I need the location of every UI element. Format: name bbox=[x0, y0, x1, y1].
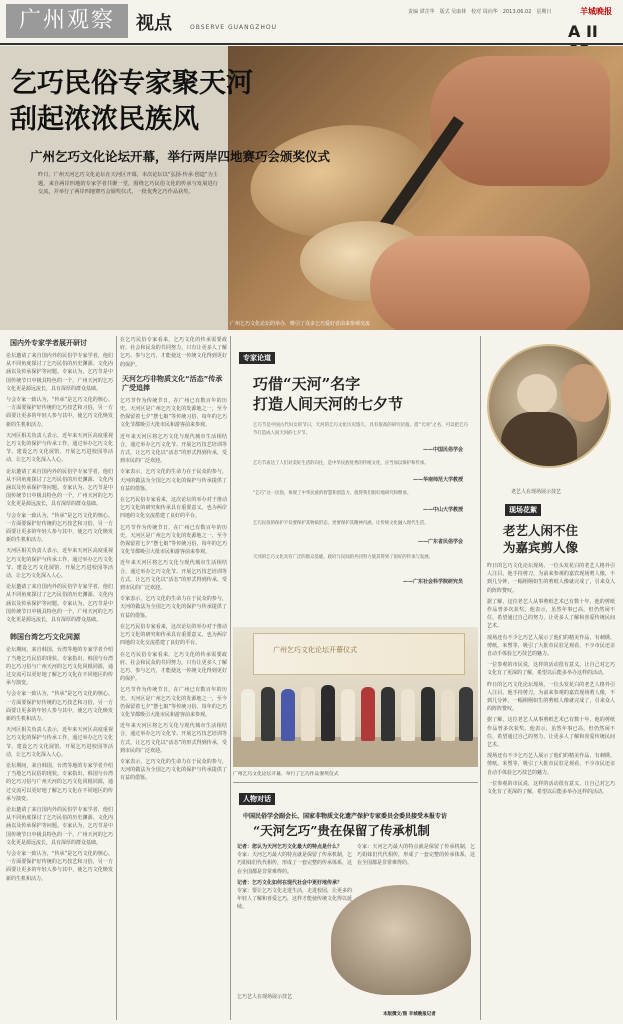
scene-tag: 现场花絮 bbox=[505, 504, 541, 516]
paper-logo: 羊城晚报 bbox=[580, 6, 612, 16]
interview-tag: 人物对话 bbox=[239, 793, 275, 805]
paragraph: 论坛邀请了来自国内外的民俗学专家学者，他们从不同角度探讨了乞巧民俗的历史渊源、文化内涵以及传承保护等问题。专家认为，乞巧节是中国传统节日中极具特色的一个，广州天河的乞巧文化更是源远流长，具有深厚的群众基础。 bbox=[6, 353, 113, 392]
expert-tag: 专家论道 bbox=[239, 352, 275, 364]
ceremony-photo bbox=[233, 627, 478, 767]
column-heading: 韩国台湾乞巧文化同源 bbox=[10, 633, 80, 642]
photo-hand-2 bbox=[370, 236, 590, 330]
paragraph: 近年来天河区将乞巧文化与现代城市生活相结合，通过举办乞巧文化节、开展乞巧技艺培训等方式，让乞巧文化以“活态”的形式得到传承，受到市民的广泛欢迎。 bbox=[120, 723, 227, 754]
header-rule bbox=[0, 43, 623, 45]
paragraph: 论坛期间，来自韩国、台湾等地的专家学者介绍了当地乞巧民俗的现状。专家指出，韩国与台湾的乞巧习俗与广州天河的乞巧文化同根同源，通过交流可以更好地了解乞巧文化在不同地区的传承与演变。 bbox=[6, 762, 113, 802]
expert-headline bbox=[253, 374, 403, 414]
paragraph: 昨日的乞巧文化论坛现场，一位头发花白的老艺人格外引人注目。他手持剪刀，为前来参观的嘉宾现场剪人像，不到几分钟，一幅栩栩如生的剪纸人像就完成了，引来众人的阵阵赞叹。 bbox=[487, 563, 615, 594]
scene-headline bbox=[503, 522, 619, 556]
paragraph: 论坛邀请了来自国内外的民俗学专家学者，他们从不同角度探讨了乞巧民俗的历史渊源、文化内涵以及传承保护等问题。专家认为，乞巧节是中国传统节日中极具特色的一个，广州天河的乞巧文化更是源远流长，具有深厚的群众基础。 bbox=[6, 806, 113, 846]
paragraph: 论坛邀请了来自国内外的民俗学专家学者，他们从不同角度探讨了乞巧民俗的历史渊源、文化内涵以及传承保护等问题。专家认为，乞巧节是中国传统节日中极具特色的一个，广州天河的乞巧文化更是源远流长，具有深厚的群众基础。 bbox=[6, 468, 113, 508]
editor-meta: 责编 谭芷华 版式 吴康林 校对 周向华 2013.06.02 星期日 bbox=[408, 9, 552, 15]
photo-body bbox=[501, 412, 577, 468]
person-figure bbox=[381, 687, 395, 741]
interview-photo-caption: 乞巧艺人在现场展示技艺 bbox=[237, 994, 293, 1000]
expert-quote: “乞巧”这一民俗，体现了中华民族的智慧和创造力，值得我们很好地研究和继承。 bbox=[253, 491, 412, 496]
headline bbox=[10, 66, 390, 138]
photo-face bbox=[517, 374, 557, 414]
paragraph: 据了解，这位老艺人从事剪纸艺术已有数十年，他的剪纸作品曾多次获奖。他表示，虽然年事已高，但仍然闲不住，希望通过自己的努力，让更多人了解和喜爱传统民间艺术。 bbox=[487, 598, 615, 630]
section-english: OBSERVE GUANGZHOU bbox=[190, 24, 277, 31]
person-figure bbox=[401, 689, 415, 741]
page-header bbox=[0, 0, 623, 44]
paragraph: 一位参观的市民说，这样的活动很有意义，让自己对乞巧文化有了更深的了解，希望以后能多举办这样的活动。 bbox=[487, 780, 615, 796]
question: 记者：您认为天河乞巧文化最大的特点是什么？ bbox=[237, 844, 343, 850]
artisan-caption: 老艺人在现场展示技艺 bbox=[511, 489, 562, 495]
answer: 专家：天河乞巧最大的特点就是保留了传承机制，乞巧姐妹们代代相传，形成了一套完整的传承体系，这在全国都是非常难得的。 bbox=[237, 852, 352, 875]
paragraph: 与会专家一致认为，“传承”是乞巧文化的核心。一方面要保护好传统的乞巧技艺和习俗，另一方面要让更多的年轻人参与其中，使乞巧文化焕发新的生机和活力。 bbox=[6, 512, 113, 544]
paragraph: 昨日的乞巧文化论坛现场，一位头发花白的老艺人格外引人注目。他手持剪刀，为前来参观的嘉宾现场剪人像，不到几分钟，一幅栩栩如生的剪纸人像就完成了，引来众人的阵阵赞叹。 bbox=[487, 681, 615, 713]
headline-line-1: 乞巧民俗专家聚天河 bbox=[10, 68, 253, 99]
person-figure bbox=[241, 689, 255, 741]
person-figure bbox=[301, 687, 315, 741]
paragraph: 在乞巧民俗专家看来，这次论坛的举办对于推动乞巧文化的研究和传承具有重要意义，也为两岸四地的文化交流搭建了良好的平台。 bbox=[120, 623, 227, 647]
person-figure bbox=[459, 687, 473, 741]
scene-text bbox=[487, 562, 615, 1017]
paragraph: 与会专家一致认为，“传承”是乞巧文化的核心。一方面要保护好传统的乞巧技艺和习俗，另一方面要让更多的年轻人参与其中，使乞巧文化焕发新的生机和活力。 bbox=[6, 691, 113, 722]
person-figure bbox=[441, 689, 455, 741]
hero-caption: 广州乞巧文化论坛的举办，吸引了众多乞巧爱好者前来参观交流 bbox=[230, 321, 371, 327]
paragraph: 现场还有不少乞巧艺人展示了他们的精美作品，有刺绣、剪纸、米塑等，吸引了大批市民驻足观看，不少市民还亲自动手体验乞巧技艺的魅力。 bbox=[487, 634, 615, 658]
paragraph: 乞巧节作为传统节日，在广州已有数百年的历史。天河区是广州乞巧文化的发源地之一，至今仍保留着七夕“摆七娘”等传统习俗，每年的乞巧文化节都吸引大批市民和游客前来参观。 bbox=[120, 524, 227, 556]
article-column-a bbox=[6, 336, 113, 1020]
headline-line-2: 刮起浓浓民族风 bbox=[10, 104, 199, 135]
expert-headline-line-1: 巧借“天河”名字 bbox=[253, 375, 361, 393]
artisan-photo bbox=[487, 344, 611, 468]
column-rule bbox=[116, 336, 117, 1020]
paragraph: 据了解，这位老艺人从事剪纸艺术已有数十年，他的剪纸作品曾多次获奖。他表示，虽然年事已高，但仍然闲不住，希望通过自己的努力，让更多人了解和喜爱传统民间艺术。 bbox=[487, 717, 615, 749]
paragraph: 近年来天河区将乞巧文化与现代城市生活相结合，通过举办乞巧文化节、开展乞巧技艺培训等方式，让乞巧文化以“活态”的形式得到传承，受到市民的广泛欢迎。 bbox=[120, 560, 227, 592]
page-number: A II bbox=[568, 22, 598, 41]
scene-headline-line-2: 为嘉宾剪人像 bbox=[503, 540, 579, 555]
person-figure bbox=[361, 687, 375, 741]
person-figure bbox=[281, 689, 295, 741]
paragraph: 乞巧节作为传统节日，在广州已有数百年的历史。天河区是广州乞巧文化的发源地之一，至今仍保留着七夕“摆七娘”等传统习俗，每年的乞巧文化节都吸引大批市民和游客前来参观。 bbox=[120, 687, 227, 718]
paragraph: 一位参观的市民说，这样的活动很有意义，让自己对乞巧文化有了更深的了解，希望以后能多举办这样的活动。 bbox=[487, 662, 615, 677]
right-column bbox=[483, 336, 619, 1020]
paragraph: 与会专家一致认为，“传承”是乞巧文化的核心。一方面要保护好传统的乞巧技艺和习俗，另一方面要让更多的年轻人参与其中，使乞巧文化焕发新的生机和活力。 bbox=[6, 397, 113, 428]
stage-banner-text: 广州乞巧文化论坛开幕仪式 bbox=[273, 646, 357, 654]
expert-source: ——华南师范大学教授 bbox=[412, 477, 463, 483]
column-heading: 国内外专家学者展开研讨 bbox=[10, 339, 87, 347]
expert-source: ——广东社会科学院研究员 bbox=[402, 579, 463, 585]
interview-section bbox=[233, 785, 478, 1020]
expert-quote: 乞巧节是中国古代妇女的节日，天河的乞巧文化历史悠久，具有很高的研究价值。借“天河”之名，可以把乞巧节打造成人间天河的七夕节。 bbox=[253, 423, 468, 436]
person-figure bbox=[261, 687, 275, 741]
expert-quote: 乞巧民俗的保护不仅要保护其物质形态，更要保护其精神内涵，让传统文化融入现代生活。 bbox=[253, 521, 429, 526]
section-sub: 视点 bbox=[136, 13, 172, 34]
expert-quote: 天河的乞巧文化具有广泛的群众基础，政府与民间的共同努力使其得到了很好的传承与发展。 bbox=[253, 555, 434, 560]
answer: 专家：天河乞巧最大的特点就是保留了传承机制，乞巧姐妹们代代相传，形成了一套完整的传承体系，这在全国都是非常难得的。 bbox=[357, 844, 475, 867]
expert-source: ——中山大学教授 bbox=[422, 507, 463, 513]
interview-text-right bbox=[357, 843, 475, 885]
expert-quote: 乞巧节表达了人们对美好生活的向往，是中华民族优秀的传统文化，应当加以保护和传承。 bbox=[253, 461, 429, 466]
paragraph: 论坛邀请了来自国内外的民俗学专家学者，他们从不同角度探讨了乞巧民俗的历史渊源、文化内涵以及传承保护等问题。专家认为，乞巧节是中国传统节日中极具特色的一个，广州天河的乞巧文化更是源远流长，具有深厚的群众基础。 bbox=[6, 584, 113, 624]
question: 记者：乞巧文化如何在现代社会中更好地传承？ bbox=[237, 879, 343, 886]
interview-headline: “天河乞巧”贵在保留了传承机制 bbox=[253, 823, 430, 838]
expert-headline-line-2: 打造人间天河的七夕节 bbox=[253, 395, 404, 413]
section-label: 广州观察 bbox=[6, 4, 128, 38]
expert-forum-box bbox=[233, 342, 478, 620]
person-figure bbox=[341, 689, 355, 741]
paragraph: 天河区相关负责人表示，近年来天河区高度重视乞巧文化的保护与传承工作，通过举办乞巧文化节、建设乞巧文化展馆、开展乞巧进校园等活动，让乞巧文化深入人心。 bbox=[6, 727, 113, 758]
paragraph: 现场还有不少乞巧艺人展示了他们的精美作品，有刺绣、剪纸、米塑等，吸引了大批市民驻足观看，不少市民还亲自动手体验乞巧技艺的魅力。 bbox=[487, 753, 615, 776]
interview-kicker: 中国民俗学会副会长、国家非物质文化遗产保护专家委员会委员接受本报专访 bbox=[243, 813, 448, 820]
stage-floor bbox=[233, 737, 478, 767]
byline: 本版撰文/图 羊城晚报记者 bbox=[383, 1012, 436, 1017]
paragraph: 近年来天河区将乞巧文化与现代城市生活相结合，通过举办乞巧文化节、开展乞巧技艺培训等方式，让乞巧文化以“活态”的形式得到传承，受到市民的广泛欢迎。 bbox=[120, 433, 227, 465]
hero-section bbox=[0, 46, 623, 330]
expert-source: ——广东省民俗学会 bbox=[417, 539, 463, 545]
paragraph: 天河区相关负责人表示，近年来天河区高度重视乞巧文化的保护与传承工作，通过举办乞巧文化节、建设乞巧文化展馆、开展乞巧进校园等活动，让乞巧文化深入人心。 bbox=[6, 548, 113, 580]
person-figure bbox=[321, 685, 335, 741]
paragraph: 专家表示，乞巧文化的生命力在于民众的参与，天河的做法为全国乞巧文化的保护与传承提供了有益的借鉴。 bbox=[120, 596, 227, 619]
lead-paragraph: 昨日，广州天河乞巧文化论坛在天河区开幕，本次论坛以“弘扬·传承·创造”为主题，来自两岸四地的专家学者共聚一堂，围绕乞巧民俗文化的传承与发展进行交流，并举行了两岸四地赛巧会颁奖仪式，一批优秀乞巧作品获奖。 bbox=[38, 172, 218, 196]
paragraph: 天河区相关负责人表示，近年来天河区高度重视乞巧文化的保护与传承工作，通过举办乞巧文化节、建设乞巧文化展馆、开展乞巧进校园等活动，让乞巧文化深入人心。 bbox=[6, 432, 113, 464]
interview-photo bbox=[331, 885, 471, 995]
column-heading: 天河乞巧非物质文化“活态”传承广受追捧 bbox=[122, 374, 223, 392]
expert-source: ——中国民俗学会 bbox=[422, 447, 463, 453]
paragraph: 在乞巧民俗专家看来，这次论坛的举办对于推动乞巧文化的研究和传承具有重要意义，也为两岸四地的文化交流搭建了良好的平台。 bbox=[120, 497, 227, 520]
paragraph: 与会专家一致认为，“传承”是乞巧文化的核心。一方面要保护好传统的乞巧技艺和习俗，另一方面要让更多的年轻人参与其中，使乞巧文化焕发新的生机和活力。 bbox=[6, 850, 113, 882]
column-rule bbox=[480, 336, 481, 1020]
photo-face-2 bbox=[561, 364, 607, 422]
person-figure bbox=[421, 687, 435, 741]
section-rule bbox=[233, 782, 478, 783]
paragraph: 专家表示，乞巧文化的生命力在于民众的参与，天河的做法为全国乞巧文化的保护与传承提供了有益的借鉴。 bbox=[120, 758, 227, 782]
ceremony-caption: 广州乞巧文化论坛开幕，举行了乞巧作品颁奖仪式 bbox=[233, 772, 339, 777]
scene-headline-line-1: 老艺人闲不住 bbox=[503, 523, 579, 538]
article-column-b bbox=[120, 336, 227, 1020]
paragraph: 在乞巧民俗专家看来，乞巧文化的传承需要政府、社会和民众的共同努力，只有让更多人了解乞巧、参与乞巧，才能使这一传统文化得到更好的保护。 bbox=[120, 337, 227, 368]
column-rule bbox=[230, 336, 231, 1020]
paragraph: 论坛期间，来自韩国、台湾等地的专家学者介绍了当地乞巧民俗的现状。专家指出，韩国与台湾的乞巧习俗与广州天河的乞巧文化同根同源，通过交流可以更好地了解乞巧文化在不同地区的传承与演变。 bbox=[6, 647, 113, 687]
paragraph: 在乞巧民俗专家看来，乞巧文化的传承需要政府、社会和民众的共同努力，只有让更多人了解乞巧、参与乞巧，才能使这一传统文化得到更好的保护。 bbox=[120, 651, 227, 683]
answer: 专家：要让乞巧文化走进生活，走进校园，让更多的年轻人了解和喜爱乞巧，这样才能使传统文化得以延续。 bbox=[237, 888, 352, 911]
paragraph: 专家表示，乞巧文化的生命力在于民众的参与，天河的做法为全国乞巧文化的保护与传承提供了有益的借鉴。 bbox=[120, 469, 227, 492]
paragraph: 乞巧节作为传统节日，在广州已有数百年的历史。天河区是广州乞巧文化的发源地之一，至今仍保留着七夕“摆七娘”等传统习俗，每年的乞巧文化节都吸引大批市民和游客前来参观。 bbox=[120, 397, 227, 429]
subheadline: 广州乞巧文化论坛开幕，举行两岸四地赛巧会颁奖仪式 bbox=[30, 149, 331, 164]
